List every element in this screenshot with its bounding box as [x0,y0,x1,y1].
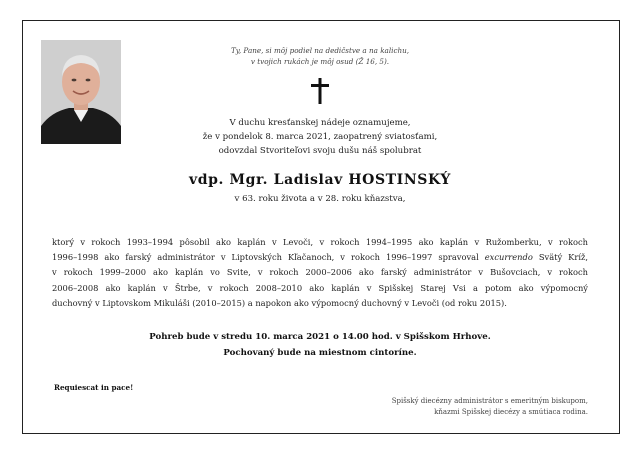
scripture-verse [150,45,490,67]
biography-line-2-end: Svätý Kríž, [532,252,588,263]
mourners-line-1: Spišský diecézny administrátor s emeritným biskupom, [391,397,588,405]
funeral-line-2: Pochovaný bude na miestnom cintoríne. [223,348,417,358]
mourners-line-2: kňazmi Spišskej diecézy a smútiaca rodina. [434,408,588,416]
mourners-signature [288,396,588,418]
requiescat-in-pace: Requiescat in pace! [54,383,134,392]
announcement-line-2: že v pondelok 8. marca 2021, zaopatrený sviatosťami, [202,132,438,142]
verse-line-1: Ty, Pane, si môj podiel na dedičstve a na kalichu, [230,46,410,55]
death-announcement [130,116,510,158]
latin-cross-icon [308,78,332,104]
funeral-line-1: Pohreb bude v stredu 10. marca 2021 o 14.00 hod. v Spišskom Hrhove. [149,332,491,342]
biography-line-5: duchovný v Liptovskom Mikuláši (2010–2015) a napokon ako výpomocný duchovný v Levoči (od roku 2015). [52,297,507,308]
biography-line-4: 2006–2008 ako kaplán v Štrbe, v rokoch 2008–2010 ako kaplán v Spišskej Starej Vsi a potom ako výpomocný [52,282,588,293]
biography-italic-term: excurrendo [484,252,533,263]
announcement-line-1: V duchu kresťanskej nádeje oznamujeme, [229,118,411,128]
biography-line-1: ktorý v rokoch 1993–1994 pôsobil ako kaplán v Levoči, v rokoch 1994–1995 ako kaplán v Ružomberku, v rokoch [52,237,588,247]
deceased-portrait-photo [41,40,121,144]
deceased-age-line: v 63. roku života a v 28. roku kňazstva, [234,194,406,204]
funeral-info [110,329,530,361]
announcement-line-3: odovzdal Stvoriteľovi svoju dušu náš spolubrat [218,146,422,156]
biography-line-3: v rokoch 1999–2000 ako kaplán vo Svite, v rokoch 2000–2006 ako farský administrátor v Bušovciach, v rokoch [52,267,588,278]
portrait-image [41,40,121,144]
biography-line-2 [52,250,588,265]
deceased-name: vdp. Mgr. Ladislav HOSTINSKÝ [189,172,451,188]
biography-paragraph [52,235,588,311]
verse-line-2: v tvojich rukách je môj osud (Ž 16, 5). [250,57,390,66]
biography-line-2-start: 1996–1998 ako farský administrátor v Liptovských Kľačanoch, v rokoch 1996–1997 spravoval [52,252,485,263]
